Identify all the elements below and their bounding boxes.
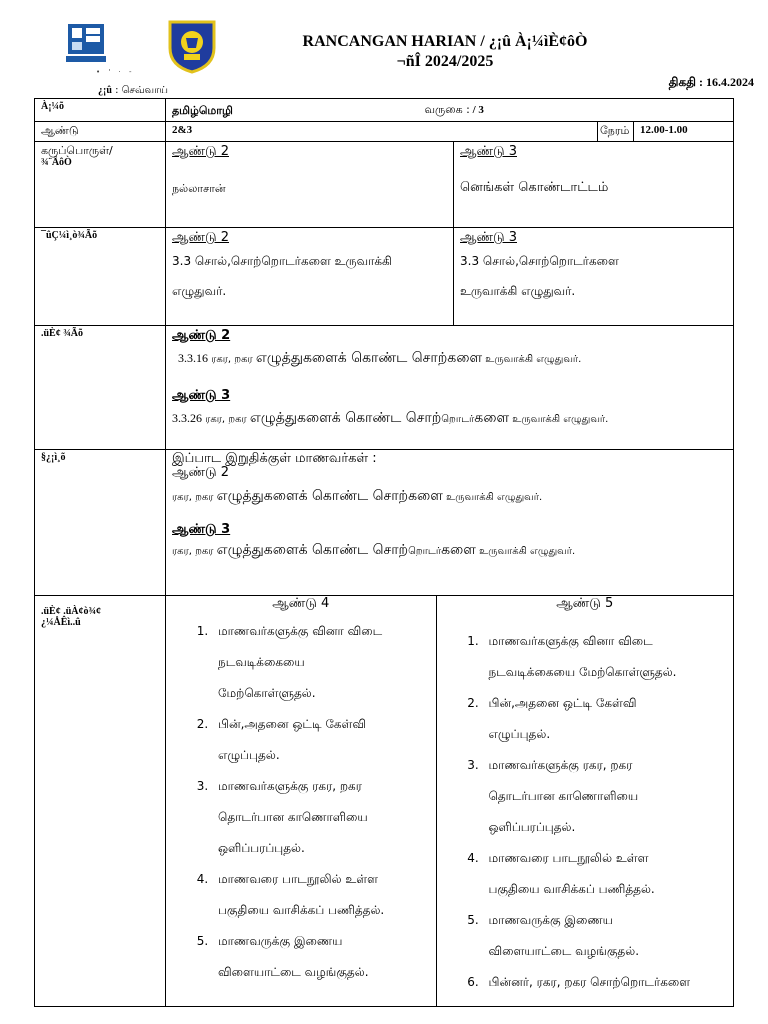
day-label: ¿¡û [98, 85, 112, 96]
activities-inner-table [166, 596, 733, 1006]
list-item [483, 688, 734, 750]
content-standard-label: ¯ûÇ¼ì¸ò¾Ãõ [35, 228, 166, 326]
subject-label: À¡¼õ [35, 99, 166, 122]
theme-year3-heading: ஆண்டு 3 [460, 144, 517, 159]
list-item [483, 967, 734, 998]
activities-year4-heading: ஆண்டு 4 [272, 596, 330, 611]
list-item-line: 3. மாணவர்களுக்கு ரகர, றகர [488, 758, 633, 772]
cs-year3-line2: உருவாக்கி எழுதுவர். [460, 284, 576, 298]
activities-label-2: ¿¼ÅÊì..û [41, 617, 81, 628]
activities-year5-list [437, 626, 734, 998]
list-item-line: 5. மாணவருக்கு இணைய [488, 913, 613, 927]
page-title [230, 32, 660, 72]
learning-standard-row [35, 326, 734, 450]
list-item-line: ஒளிப்பரப்புதல். [218, 841, 305, 855]
list-item [212, 616, 436, 709]
theme-label-2: ¾¨ÄôÒ [41, 157, 72, 168]
activities-label: .üÈ¢ .üÀ¢ò¾¢ [41, 606, 102, 617]
list-item [212, 771, 436, 864]
list-item-line: விளையாட்டை வழங்குதல். [488, 944, 640, 958]
list-item-line: எழுப்புதல். [488, 727, 551, 741]
school-crest-icon [166, 18, 218, 74]
obj-year2-heading: ஆண்டு 2 [172, 465, 229, 480]
attendance-value: / 3 [469, 104, 484, 116]
activities-year4-list [166, 616, 436, 988]
obj-year3-heading: ஆண்டு 3 [172, 522, 231, 537]
list-item [212, 926, 436, 988]
date-field [669, 75, 754, 91]
learning-standard-label: .üÈ¢ ¾Ãõ [35, 326, 166, 450]
activities-row [35, 596, 734, 1007]
subject-row [35, 99, 734, 122]
year-row [35, 122, 734, 142]
list-item-line: 6. பின்னர், ரகர, றகர சொற்றொடர்களை [488, 975, 691, 989]
attendance-label: வருகை : [424, 103, 470, 116]
theme-year3-text: னெங்கள் கொண்டாட்டம் [460, 180, 609, 195]
objective-label: §¿¡ì¸õ [35, 450, 166, 596]
list-item [483, 750, 734, 843]
cs-year2-line1: 3.3 சொல்,சொற்றொடர்களை உருவாக்கி [172, 254, 392, 268]
day-field [94, 85, 172, 97]
list-item-line: 3. மாணவர்களுக்கு ரகர, றகர [218, 779, 362, 793]
lesson-plan-table [34, 98, 734, 1007]
cs-year2-heading: ஆண்டு 2 [172, 230, 229, 245]
cs-year2-line2: எழுதுவர். [172, 284, 227, 298]
activities-year5-heading: ஆண்டு 5 [556, 596, 614, 611]
title-line-2: ¬ñÎ 2024/2025 [396, 53, 494, 70]
ls-year2-text: 3.3.16 ரகர, றகர எழுத்துகளைக் கொண்ட சொற்களை உருவாக்கி எழுதுவர். [178, 350, 582, 366]
scribble: • ' · - [96, 68, 135, 76]
cs-year3-line1: 3.3 சொல்,சொற்றொடர்களை [460, 254, 619, 268]
ls-year2-heading: ஆண்டு 2 [172, 328, 231, 343]
list-item [483, 626, 734, 688]
theme-label: கருப்பொருள்/ [41, 144, 113, 157]
list-item-line: ஒளிப்பரப்புதல். [488, 820, 576, 834]
list-item [212, 864, 436, 926]
list-item-line: மேற்கொள்ளுதல். [218, 686, 316, 700]
list-item-line: பகுதியை வாசிக்கப் பணித்தல். [218, 903, 385, 917]
obj-year2-text: ரகர, றகர எழுத்துகளைக் கொண்ட சொற்களை உருவாக்கி எழுதுவர். [172, 488, 543, 504]
time-label: நேரம் [598, 122, 634, 142]
time-value: 12.00-1.00 [634, 122, 734, 142]
list-item-line: 2. பின்,அதனை ஒட்டி கேள்வி [488, 696, 637, 710]
day-value: : செவ்வாய் [111, 85, 168, 96]
school-logo-icon [66, 20, 106, 64]
obj-year3-text: ரகர, றகர எழுத்துகளைக் கொண்ட சொற்றொடர்களை உருவாக்கி எழுதுவர். [172, 542, 576, 558]
list-item-line: 1. மாணவர்களுக்கு வினா விடை [218, 624, 383, 638]
date-value: 16.4.2024 [706, 75, 754, 89]
objective-intro: இப்பாட இறுதிக்குள் மாணவர்கள் : [172, 451, 377, 466]
theme-year2-heading: ஆண்டு 2 [172, 144, 229, 159]
list-item-line: 4. மாணவரை பாடநூலில் உள்ள [488, 851, 649, 865]
year-value: 2&3 [166, 122, 598, 142]
theme-year2-text: நல்லாசான் [172, 182, 226, 195]
ls-year3-text: 3.3.26 ரகர, றகர எழுத்துகளைக் கொண்ட சொற்றொடர்களை உருவாக்கி எழுதுவர். [172, 410, 609, 426]
list-item-line: 1. மாணவர்களுக்கு வினா விடை [488, 634, 653, 648]
theme-row [35, 142, 734, 228]
content-standard-row [35, 228, 734, 326]
list-item-line: நடவடிக்கையை மேற்கொள்ளுதல். [488, 665, 677, 679]
title-line-1: RANCANGAN HARIAN / ¿¡û À¡¼ìÈ¢ôÒ [302, 33, 588, 50]
ls-year3-heading: ஆண்டு 3 [172, 388, 231, 403]
list-item-line: தொடர்பான காணொளியை [218, 810, 368, 824]
list-item [212, 709, 436, 771]
year-label: ஆண்டு [35, 122, 166, 142]
list-item-line: 4. மாணவரை பாடநூலில் உள்ள [218, 872, 378, 886]
objective-row [35, 450, 734, 596]
list-item [483, 905, 734, 967]
list-item-line: நடவடிக்கையை [218, 655, 305, 669]
date-label: திகதி : [668, 75, 706, 89]
list-item-line: 5. மாணவருக்கு இணைய [218, 934, 343, 948]
list-item-line: பகுதியை வாசிக்கப் பணித்தல். [488, 882, 655, 896]
list-item-line: விளையாட்டை வழங்குதல். [218, 965, 369, 979]
list-item-line: 2. பின்,அதனை ஒட்டி கேள்வி [218, 717, 367, 731]
subject-value: தமிழ்மொழி [172, 104, 233, 117]
cs-year3-heading: ஆண்டு 3 [460, 230, 517, 245]
list-item-line: எழுப்புதல். [218, 748, 280, 762]
list-item [483, 843, 734, 905]
list-item-line: தொடர்பான காணொளியை [488, 789, 639, 803]
